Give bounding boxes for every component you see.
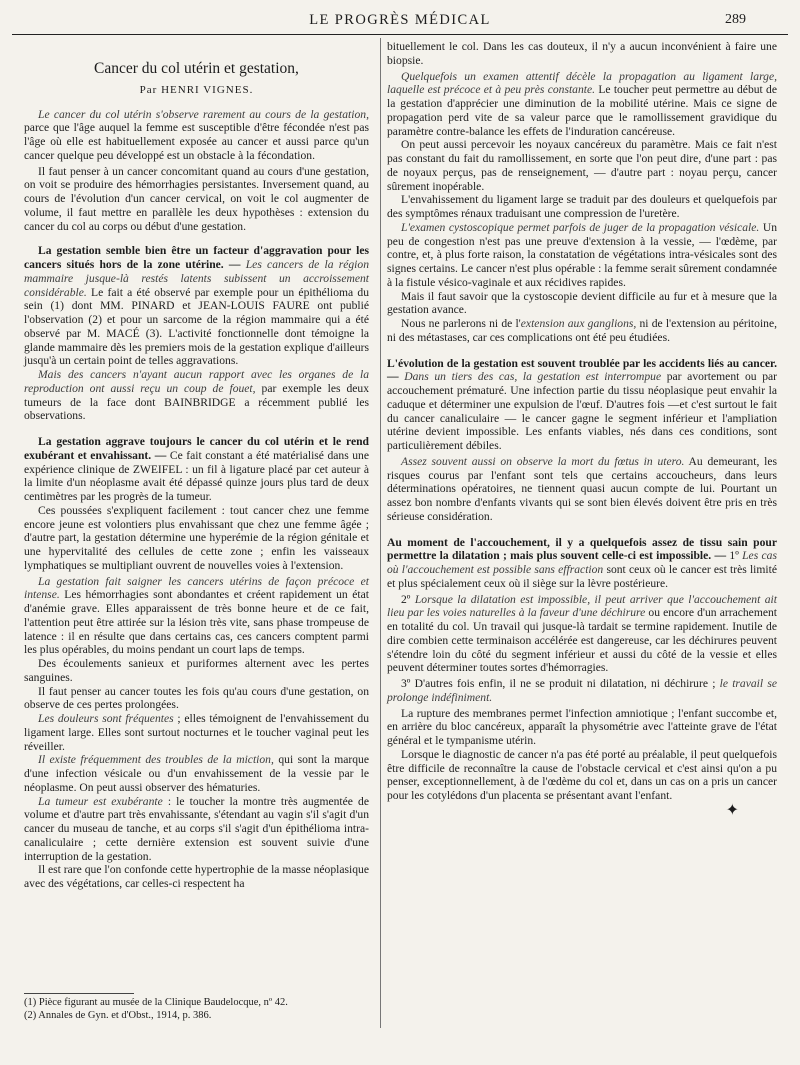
paragraph-text: 3º D'autres fois enfin, il ne se produit ni dilatation, ni déchirure ; [401,677,720,690]
paragraph-text: : le toucher la montre très augmentée de volume et d'autre part très envahissante, s'étendant au vagin s'il s'agit d'un cancer du museau de tanche, et au corps s'il s'agit d'un épithélioma intra-canaliculaire ; cette dernière extension est souvent suivie d'une interruption de la gestation. [24,794,369,863]
paragraph: On peut aussi percevoir les noyaux cancéreux du paramètre. Mais ce fait n'est pas constant du fait du ramollissement, en sorte que l'on peut dire, d'une part : pas de noyaux perçus, pas de renseignement, — d'autre part : noyau perçu, cancer sûrement inopérable. [387,138,777,193]
paragraph-lead: Lorsque la dilatation est impossible, il peut arriver que l'accouchement ait lieu par les voies naturelles à la faveur d'une déchirure [387,592,777,620]
paragraph-lead: Mais des cancers n'ayant aucun rapport avec les organes de la reproduction ont aussi reçu un coup de fouet, [24,368,369,395]
column-divider [380,38,381,1028]
paragraph-text: 2º [401,592,415,606]
section-lead: Les cas où l'accouchement est possible sans effraction [387,549,777,576]
intro-paragraph [24,108,369,163]
footnotes [24,996,369,1022]
paragraph [387,221,777,290]
paragraph-lead: Quelquefois un examen attentif décèle la propagation au ligament large, laquelle est précoce et à peu près constante. [387,69,777,97]
paragraph: Il faut penser au cancer toutes les fois qu'au cours d'une gestation, on observe de ces pertes prolongées. [24,684,369,712]
paragraph [387,70,777,139]
paragraph-text: Le toucher peut permettre au début de la gestation d'apprécier une diminution de la mobilité utérine. Mais ce signe de propagation perd vite de sa valeur parce que le ramollissement gravidique du paramètre contre-balance les effets de l'induration cancéreuse. [387,83,777,138]
paragraph [24,368,369,423]
section-text: 1º [726,549,743,563]
paragraph [387,455,777,524]
paragraph-text: Au demeurant, les risques courus par l'enfant sont tels que certains accoucheurs, dans leurs déterminations opératoires, ne tiennent quasi aucun compte de lui. Pourtant un assez bon nombre d'enfants vivants qui se sont bien élevés doivent être pris en très sérieuse considération. [387,454,777,523]
section-heading: L'évolution de la gestation est souvent troublée par les accidents liés au cancer. — [387,356,777,384]
intro-text: parce que l'âge auquel la femme est susceptible d'être fécondée n'est pas l'âge où elle est habituellement exposée au cancer et aussi parce qu'un cancer quelque peu développé est un obstacle à la fécondation. [24,121,369,162]
left-column [24,40,369,891]
paragraph: bituellement le col. Dans les cas douteux, il n'y a aucun inconvénient à faire une biopsie. [387,40,777,67]
footnote-rule [24,993,134,994]
paragraph [24,753,369,794]
section-heading: La gestation aggrave toujours le cancer du col utérin et le rend exubérant et envahissant. — [24,435,369,462]
paragraph [24,712,369,753]
paragraph-lead: Les douleurs sont fréquentes [38,712,174,725]
paragraph [24,795,369,864]
section-lead: Les cancers de la région mammaire jusque-là restés latents subissent un accroissement considérable. [24,258,369,299]
section-heading: La gestation semble bien être un facteur d'aggravation pour les cancers situés hors de la zone utérine. — [24,244,369,271]
footnote: (1) Pièce figurant au musée de la Clinique Baudelocque, nº 42. [24,997,288,1008]
section-text: sont ceux où le cancer est très limité et plus spécialement ceux où il siège sur la lèvre postérieure. [387,563,777,590]
page-header [12,12,788,34]
header-rule [12,34,788,35]
section-text: par avortement ou par accouchement prématuré. Une infection partie du tissu néoplasique peut envahir la caduque et déterminer une expulsion de l'œuf. D'autres fois —et c'est surtout le fait du cancer canaliculaire — le cancer gagne le segment inférieur et l'ampliation utérine devient impossible. Les enfants viables, nés dans ces conditions, sont particulièrement débiles. [387,370,778,452]
paragraph-lead: La tumeur est exubérante [38,794,163,808]
paragraph: Il faut penser à un cancer concomitant quand au cours d'une gestation, on voit se produire des hémorrhagies persistantes. Inversement quand, au cours de l'évolution d'un cancer cervical, on voit le col augmenter de volume, il faut mettre en parallèle les deux hypothèses : extension du cancer du col au corps ou début d'une gestation. [24,164,369,233]
paragraph [24,575,369,658]
section-paragraph [24,435,369,504]
page-number: 289 [725,12,746,27]
paragraph-text: par exemple les deux tumeurs de la face dont BAINBRIDGE a récemment publié les observations. [24,381,369,423]
paragraph-lead: le travail se prolonge indéfiniment. [387,677,777,704]
paragraph: Des écoulements sanieux et puriformes alternent avec les pertes sanguines. [24,657,369,684]
paragraph: Lorsque le diagnostic de cancer n'a pas été porté au préalable, il peut quelquefois être difficile de reconnaître la cause de l'obstacle cervical et c'est ainsi qu'on a pu penser, exceptionnellement, à de l'œdème du col et, dans un cas on a pris un cancer pour les cotylédons d'un placenta se présentant avant l'enfant. [387,747,777,802]
paragraph-lead: Assez souvent aussi on observe la mort du fœtus in utero. [401,454,685,468]
paragraph-text: ; elles témoignent de l'envahissement du ligament large. Elles sont surtout nocturnes et le toucher vaginal peut les réveiller. [24,712,369,753]
paragraph-lead: Il existe fréquemment des troubles de la miction, [38,753,274,767]
section-paragraph [387,357,777,453]
paragraph-text: Nous ne parlerons ni de l' [401,317,521,330]
article-title: Cancer du col utérin et gestation, [94,60,299,77]
section-heading: Au moment de l'accouchement, il y a quelquefois assez de tissu sain pour permettre la dilatation ; mais plus souvent celle-ci est impossible. — [387,535,777,563]
end-mark-icon: ✦ [725,801,739,819]
paragraph: La rupture des membranes permet l'infection amniotique ; l'enfant succombe et, en arrière du bloc cancéreux, apparaît la physométrie avec l'atteinte grave de l'état général et le tympanisme utérin. [387,706,777,747]
article-byline: Par HENRI VIGNES. [139,83,254,96]
running-title: LE PROGRÈS MÉDICAL [309,12,491,28]
paragraph-text: ni de l'extension au péritoine, ni des métastases, car ces complications ont été peu étudiées. [387,317,778,344]
intro-lead: Le cancer du col utérin s'observe rarement au cours de la gestation, [38,107,369,121]
paragraph: Il est rare que l'on confonde cette hypertrophie de la masse néoplasique avec des végétations, car celles-ci respectent ha [24,863,369,890]
right-column [387,40,777,818]
paragraph: Mais il faut savoir que la cystoscopie devient difficile au fur et à mesure que la gestation avance. [387,289,777,317]
paragraph-lead: La gestation fait saigner les cancers utérins de façon précoce et intense. [24,574,369,602]
paragraph-text: Un peu de congestion n'est pas une preuve d'extension à la vessie, — l'œdème, par contre, et, à plus forte raison, la constatation de végétations intra-vésicales sont des signes certains. Le cancer n'est plus opérable : la femme serait sûrement condamnée à la fistule vésico-vaginale et aux récidives rapides. [387,220,777,289]
section-text: Ce fait constant a été matérialisé dans une expérience clinique de ZWEIFEL : un fil à ligature placé par cet auteur à la limite d'un néoplasme avait été dépassé quinze jours plus tard de deux centimètres par les progrès de la tumeur. [24,448,369,503]
paragraph-text: qui sont la marque d'une infection vésicale ou d'un envahissement de la vessie par le néoplasme. On peut aussi observer des hématuries. [24,753,370,794]
paragraph-text: Les hémorrhagies sont abondantes et créent rapidement un état d'anémie grave. Elles apparaissent de très bonne heure et de ce fait, l'attention peut être attirée sur la lésion très vite, sans phase trompeuse de latence : il en résulte que dans certains cas, ces cancers comptent parmi les plus opérables, du moins pendant un court laps de temps. [24,588,369,657]
paragraph [387,677,777,705]
paragraph [387,317,777,345]
section-text: Le fait a été observé par exemple pour un épithélioma du sein (1) dont MM. PINARD et JEAN-LOUIS FAURE ont publié l'observation (2) et pour un sarcome de la région mammaire qui a été observé par M. MACÉ (3). L'activité fonctionnelle dont témoigne la glande mammaire dès les premiers mois de la gestation explique d'ailleurs jusqu'à un certain point de telles aggravations. [24,285,369,368]
section-paragraph [387,536,777,591]
paragraph-text: ou encore d'un arrachement en totalité du col. Un travail qui jusque-là tardait se termine rapidement. Inutile de dire combien cette terminaison accélérée est dangereuse, car les déchirures peuvent s'étendre loin du côté du segment inférieur et aussi du côté de la vessie et elles peuvent déterminer toutes sortes d'hémorragies. [387,606,777,675]
paragraph: L'envahissement du ligament large se traduit par des douleurs et quelquefois par des symptômes rénaux traduisant une compression de l'uretère. [387,193,777,220]
section-paragraph [24,244,369,368]
footnote: (2) Annales de Gyn. et d'Obst., 1914, p. 386. [24,1010,212,1021]
section-lead: Dans un tiers des cas, la gestation est interrompue [398,370,662,384]
paragraph-lead: extension aux ganglions, [520,317,637,330]
paragraph [387,593,777,676]
paragraph-lead: L'examen cystoscopique permet parfois de juger de la propagation vésicale. [401,220,760,234]
paragraph: Ces poussées s'expliquent facilement : tout cancer chez une femme encore jeune est volontiers plus envahissant que chez une femme âgée ; d'autre part, la gestation détermine une hyperémie de la région génitale et une hypervitalité des cellules de cette zone ; enfin les vaisseaux lymphatiques se multipliant ouvrent de nouvelles voies à l'extension. [24,503,369,572]
